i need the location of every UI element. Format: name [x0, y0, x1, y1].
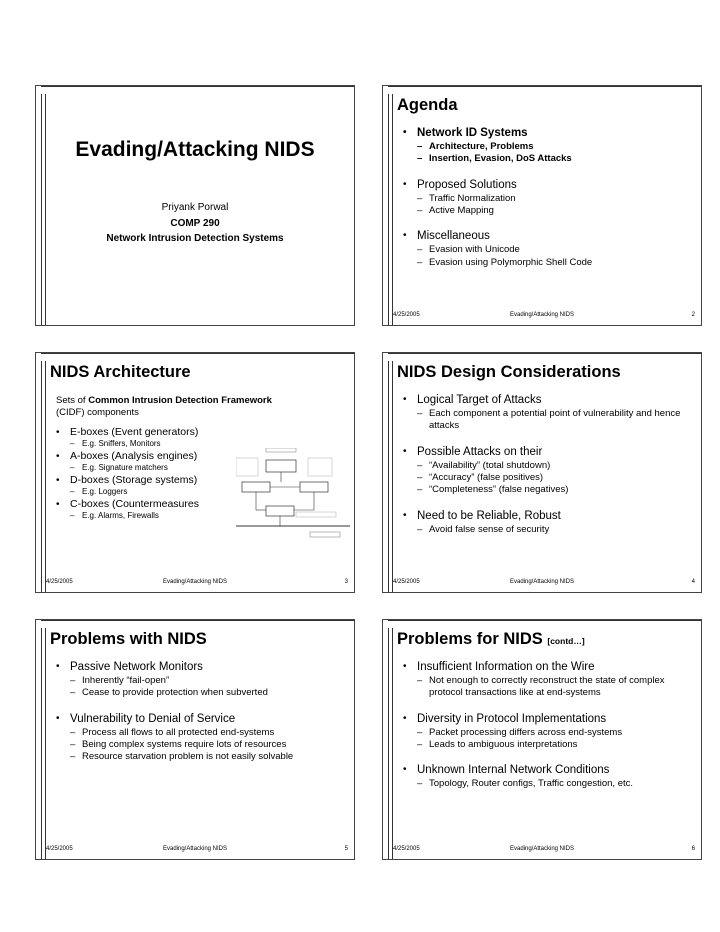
intro-post: (CIDF) components [56, 407, 139, 419]
sub-bullet: – Not enough to correctly reconstruct the state of complex protocol transactions like at end-systems [397, 675, 697, 700]
sub-bullet: – Packet processing differs across end-systems [397, 727, 697, 739]
sub-bullet: – “Availability” (total shutdown) [397, 460, 697, 472]
footer-date: 4/25/2005 [393, 579, 420, 585]
author-block [36, 200, 354, 247]
sub-bullet: – Active Mapping [397, 205, 697, 217]
intro-pre: Sets of [56, 395, 89, 406]
intro-bold: Common Intrusion Detection Framework [88, 395, 272, 406]
page-number: 5 [344, 846, 348, 852]
sub-bullet: – Evasion using Polymorphic Shell Code [397, 257, 697, 269]
sub-bullet: – Cease to provide protection when subverted [50, 687, 350, 699]
slide-title [397, 630, 585, 649]
sub-bullet: – Evasion with Unicode [397, 244, 697, 256]
sub-bullet: – Avoid false sense of security [397, 524, 697, 536]
bullet: • C-boxes (Countermeasures [50, 498, 350, 512]
slide-5 [35, 619, 355, 860]
page-number: 6 [691, 846, 695, 852]
slide-6 [382, 619, 702, 860]
bullet: • Unknown Internal Network Conditions [397, 763, 697, 778]
page-number: 4 [691, 579, 695, 585]
slide-frame-left-inner [45, 361, 46, 592]
sub-bullet: – Resource starvation problem is not easily solvable [50, 751, 350, 763]
slide-body [397, 126, 697, 269]
sub-bullet: – Architecture, Problems [397, 141, 697, 153]
footer-date: 4/25/2005 [46, 579, 73, 585]
diagram-label-box [266, 448, 296, 452]
sub-bullet: – E.g. Sniffers, Monitors [50, 439, 350, 449]
c-box [266, 460, 296, 472]
slide-4 [382, 352, 702, 593]
slide-title: Problems with NIDS [50, 630, 207, 648]
bullet: • Proposed Solutions [397, 178, 697, 193]
slide-frame-top [41, 353, 354, 354]
sub-bullet: – Leads to ambiguous interpretations [397, 739, 697, 751]
slide-title-text: Problems for NIDS [397, 630, 543, 648]
slide-footer [36, 846, 354, 856]
slide-title: Evading/Attacking NIDS [75, 138, 315, 161]
sub-bullet: – Inherently “fail-open” [50, 675, 350, 687]
footer-title: Evading/Attacking NIDS [162, 579, 228, 585]
slide-title: NIDS Design Considerations [397, 363, 621, 381]
bullet: • Need to be Reliable, Robust [397, 509, 697, 524]
slide-3 [35, 352, 355, 593]
diagram-note-box [296, 512, 336, 517]
footer-title: Evading/Attacking NIDS [509, 579, 575, 585]
bullet: • E-boxes (Event generators) [50, 426, 350, 440]
bullet: • Insufficient Information on the Wire [397, 660, 697, 675]
sub-bullet: – Traffic Normalization [397, 193, 697, 205]
sub-bullet: – Each component a potential point of vulnerability and hence attacks [397, 408, 697, 433]
bullet: • Vulnerability to Denial of Service [50, 712, 350, 727]
sub-bullet: – “Accuracy” (false positives) [397, 472, 697, 484]
slide-frame-left [388, 628, 389, 859]
slide-frame-top [388, 86, 701, 87]
bullet: • D-boxes (Storage systems) [50, 474, 350, 488]
cidf-architecture-diagram [236, 448, 350, 542]
author-name: Priyank Porwal [161, 202, 229, 213]
slide-frame-top [388, 620, 701, 621]
sub-bullet: – E.g. Loggers [50, 487, 350, 497]
bullet: • Logical Target of Attacks [397, 393, 697, 408]
diagram-note-box [236, 458, 258, 476]
slide-2 [382, 85, 702, 326]
slide-body [397, 660, 697, 791]
slide-frame-left-inner [392, 94, 393, 325]
slide-title: Agenda [397, 96, 458, 114]
diagram-label-box [310, 532, 340, 537]
slide-1 [35, 85, 355, 326]
footer-date: 4/25/2005 [46, 846, 73, 852]
footer-date: 4/25/2005 [393, 846, 420, 852]
slide-body [50, 660, 350, 764]
slide-frame-top [41, 86, 354, 87]
sub-bullet: – Topology, Router configs, Traffic congestion, etc. [397, 778, 697, 790]
slide-frame-left-inner [45, 628, 46, 859]
course-name: Network Intrusion Detection Systems [106, 233, 284, 244]
d-box [300, 482, 328, 492]
slide-footer [383, 846, 701, 856]
course-code: COMP 290 [170, 217, 220, 229]
page-number: 2 [691, 312, 695, 318]
slide-footer [383, 312, 701, 322]
slide-frame-left [41, 628, 42, 859]
diagram-note-box [308, 458, 332, 476]
sub-bullet: – E.g. Signature matchers [50, 463, 350, 473]
bullet: • Possible Attacks on their [397, 445, 697, 460]
a-box [242, 482, 270, 492]
slide-footer [36, 579, 354, 589]
footer-title: Evading/Attacking NIDS [162, 846, 228, 852]
slide-frame-left [41, 361, 42, 592]
slide-body [397, 393, 697, 536]
sub-bullet: – Being complex systems require lots of resources [50, 739, 350, 751]
sub-bullet: – Insertion, Evasion, DoS Attacks [397, 153, 697, 165]
footer-title: Evading/Attacking NIDS [509, 312, 575, 318]
slide-frame-left-inner [392, 361, 393, 592]
slide-frame-left [388, 94, 389, 325]
bullet: • Diversity in Protocol Implementations [397, 712, 697, 727]
bullet: • Miscellaneous [397, 229, 697, 244]
page-number: 3 [344, 579, 348, 585]
footer-date: 4/25/2005 [393, 312, 420, 318]
slide-frame-left-inner [392, 628, 393, 859]
slide-frame-top [388, 353, 701, 354]
slide-footer [383, 579, 701, 589]
bullet: • Network ID Systems [397, 126, 697, 141]
slide-title: NIDS Architecture [50, 363, 191, 381]
sub-bullet: – E.g. Alarms, Firewalls [50, 511, 350, 521]
bullet: • Passive Network Monitors [50, 660, 350, 675]
slide-frame-top [41, 620, 354, 621]
sub-bullet: – Process all flows to all protected end-systems [50, 727, 350, 739]
bullet: • A-boxes (Analysis engines) [50, 450, 350, 464]
slide-frame-left [388, 361, 389, 592]
footer-title: Evading/Attacking NIDS [509, 846, 575, 852]
sub-bullet: – “Completeness” (false negatives) [397, 484, 697, 496]
intro-text [50, 395, 350, 420]
slide-title-suffix: [contd…] [547, 636, 585, 646]
e-box [266, 506, 294, 516]
